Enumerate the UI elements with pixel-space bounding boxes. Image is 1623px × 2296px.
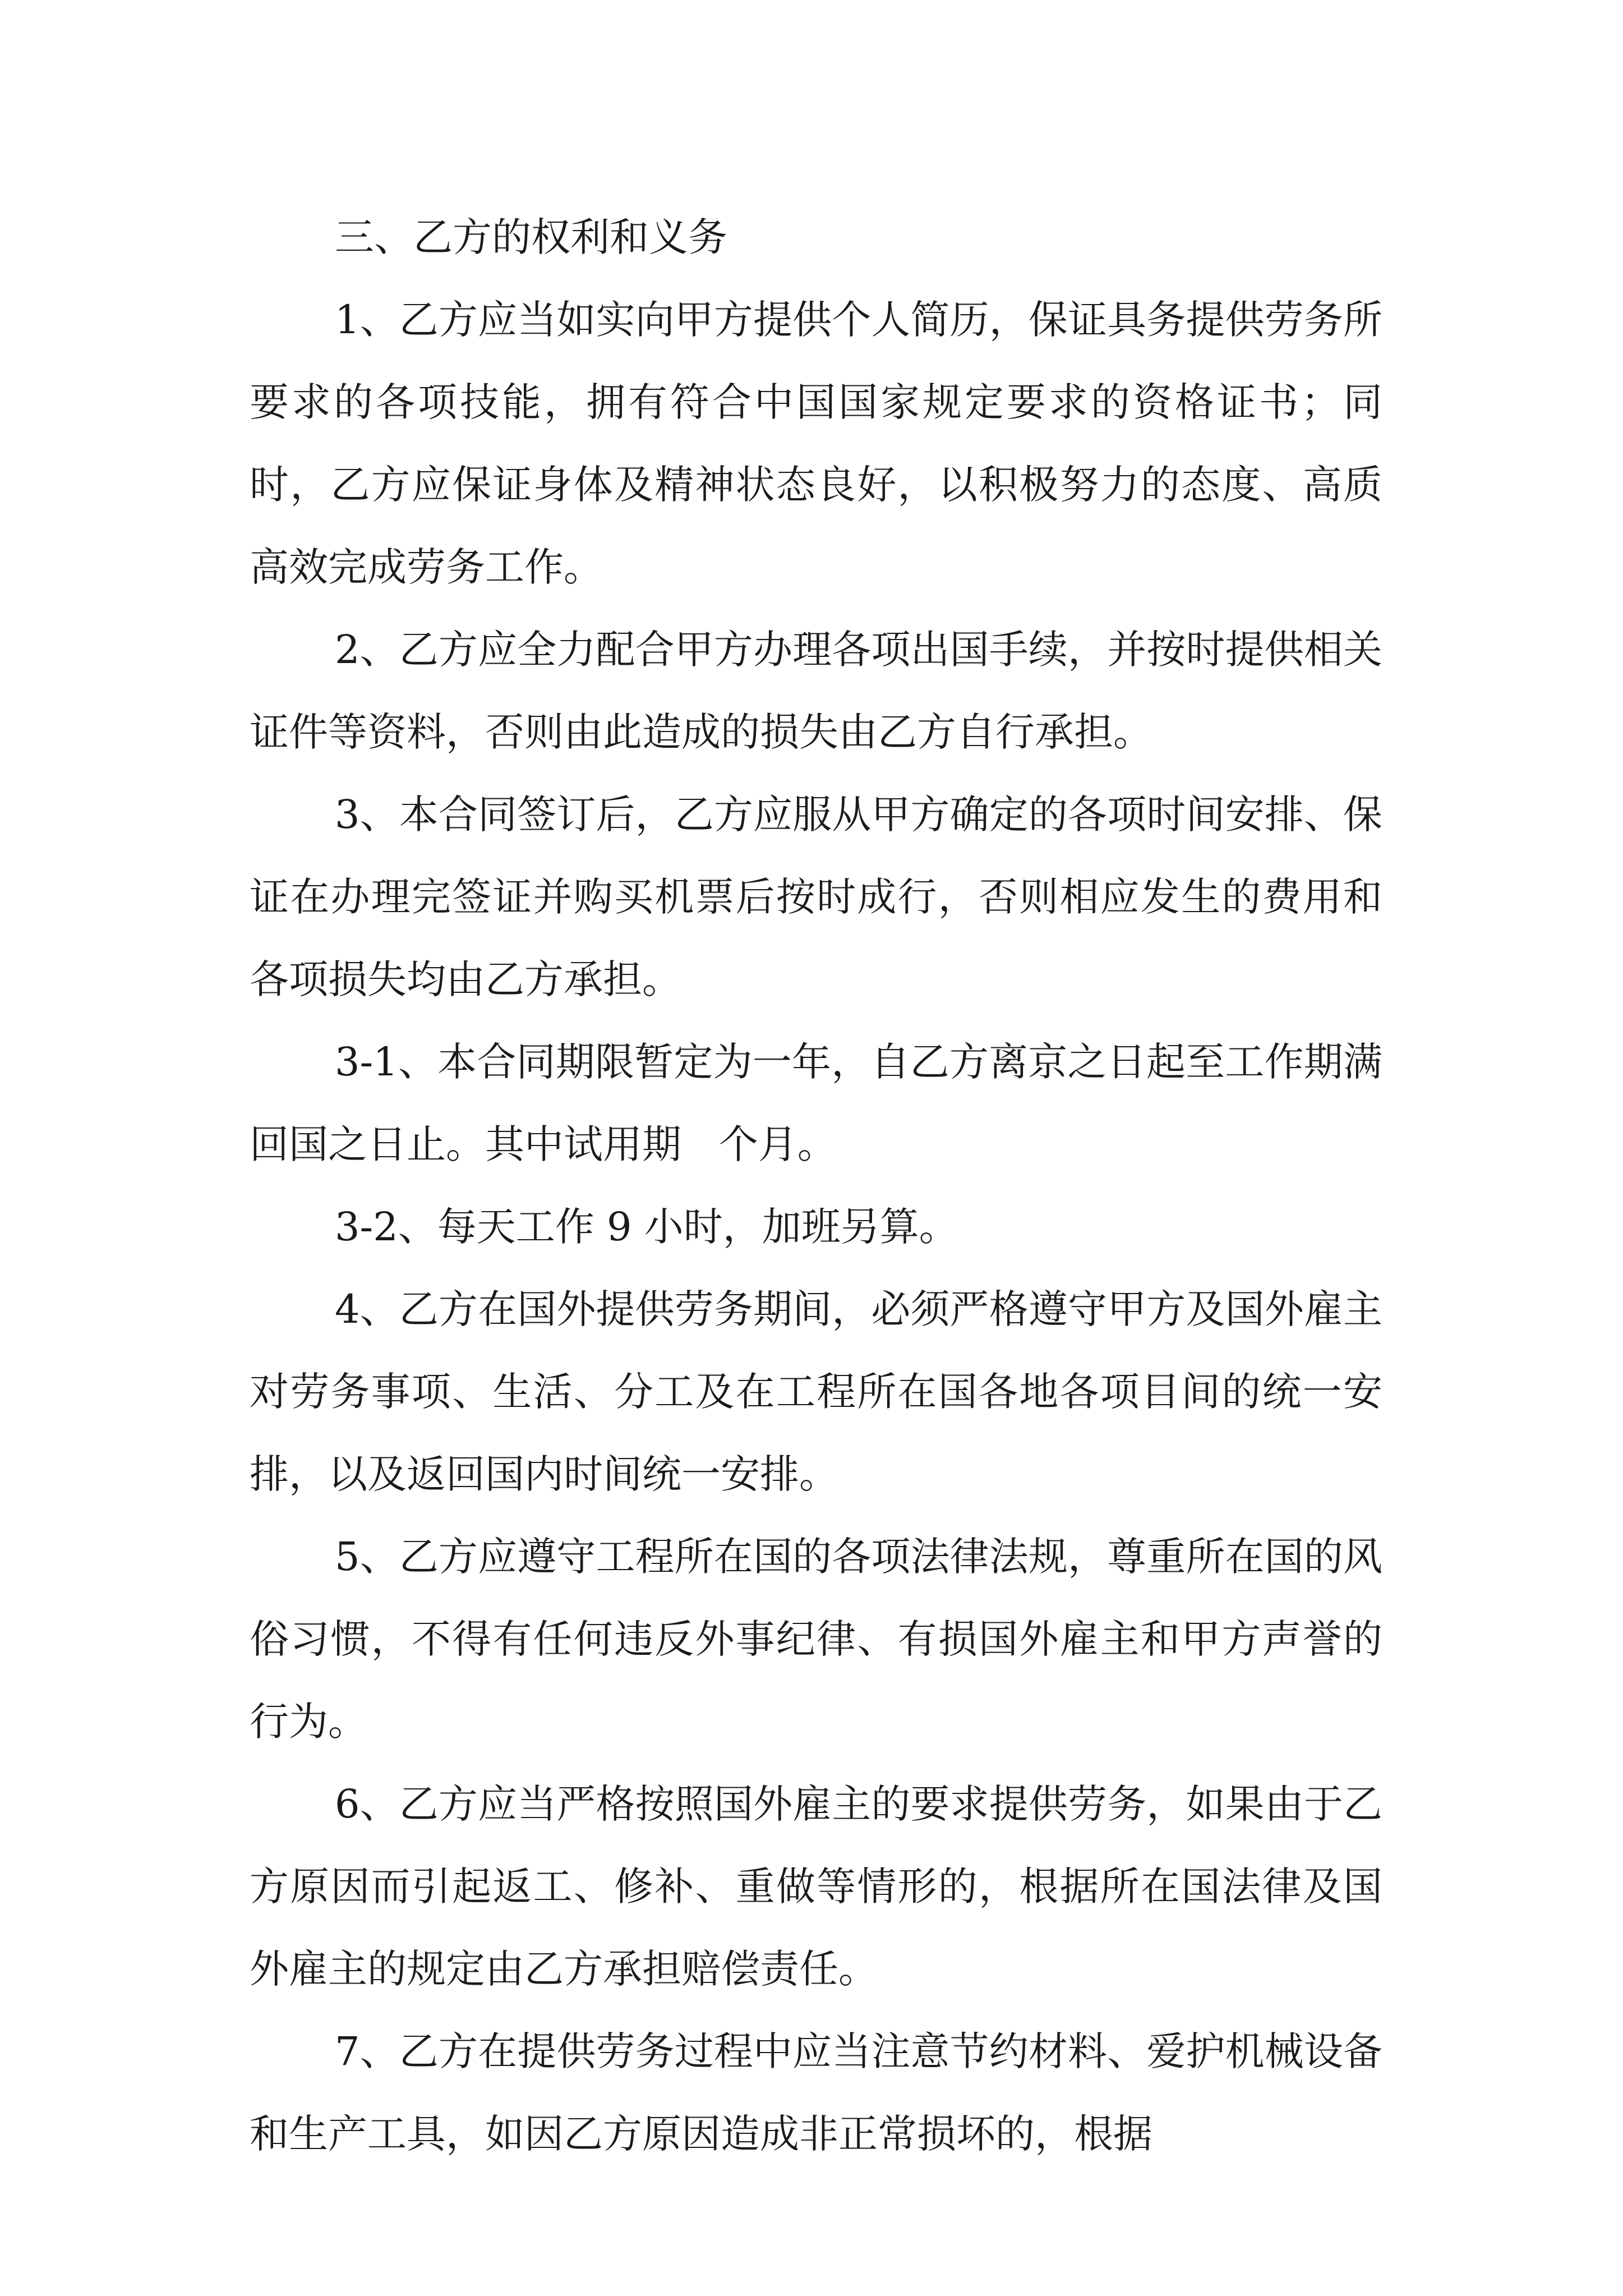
section-heading: 三、乙方的权利和义务: [335, 214, 727, 260]
paragraph-6: 6、乙方应当严格按照国外雇主的要求提供劳务，如果由于乙方原因而引起返工、修补、重做等情形的，根据所在国法律及国外雇主的规定由乙方承担赔偿责任。: [250, 1781, 1382, 1992]
paragraph-5: 5、乙方应遵守工程所在国的各项法律法规，尊重所在国的风俗习惯，不得有任何违反外事纪律、有损国外雇主和甲方声誉的行为。: [250, 1534, 1382, 1745]
paragraph-1: 1、乙方应当如实向甲方提供个人简历，保证具务提供劳务所要求的各项技能，拥有符合中国国家规定要求的资格证书；同时，乙方应保证身体及精神状态良好，以积极努力的态度、高质高效完成劳务工作。: [250, 297, 1382, 590]
paragraph-3-1: 3-1、本合同期限暂定为一年，自乙方离京之日起至工作期满回国之日止。其中试用期 个月。: [250, 1039, 1382, 1167]
paragraph-4: 4、乙方在国外提供劳务期间，必须严格遵守甲方及国外雇主对劳务事项、生活、分工及在工程所在国各地各项目间的统一安排，以及返回国内时间统一安排。: [250, 1286, 1382, 1497]
paragraph-3-2: 3-2、每天工作 9 小时，加班另算。: [335, 1204, 958, 1250]
paragraph-2: 2、乙方应全力配合甲方办理各项出国手续，并按时提供相关证件等资料，否则由此造成的损失由乙方自行承担。: [250, 627, 1382, 755]
paragraph-7: 7、乙方在提供劳务过程中应当注意节约材料、爱护机械设备和生产工具，如因乙方原因造成非正常损坏的，根据: [250, 2028, 1382, 2157]
document-body: [250, 196, 1382, 2175]
paragraph-3: 3、本合同签订后，乙方应服从甲方确定的各项时间安排、保证在办理完签证并购买机票后按时成行，否则相应发生的费用和各项损失均由乙方承担。: [250, 792, 1382, 1002]
